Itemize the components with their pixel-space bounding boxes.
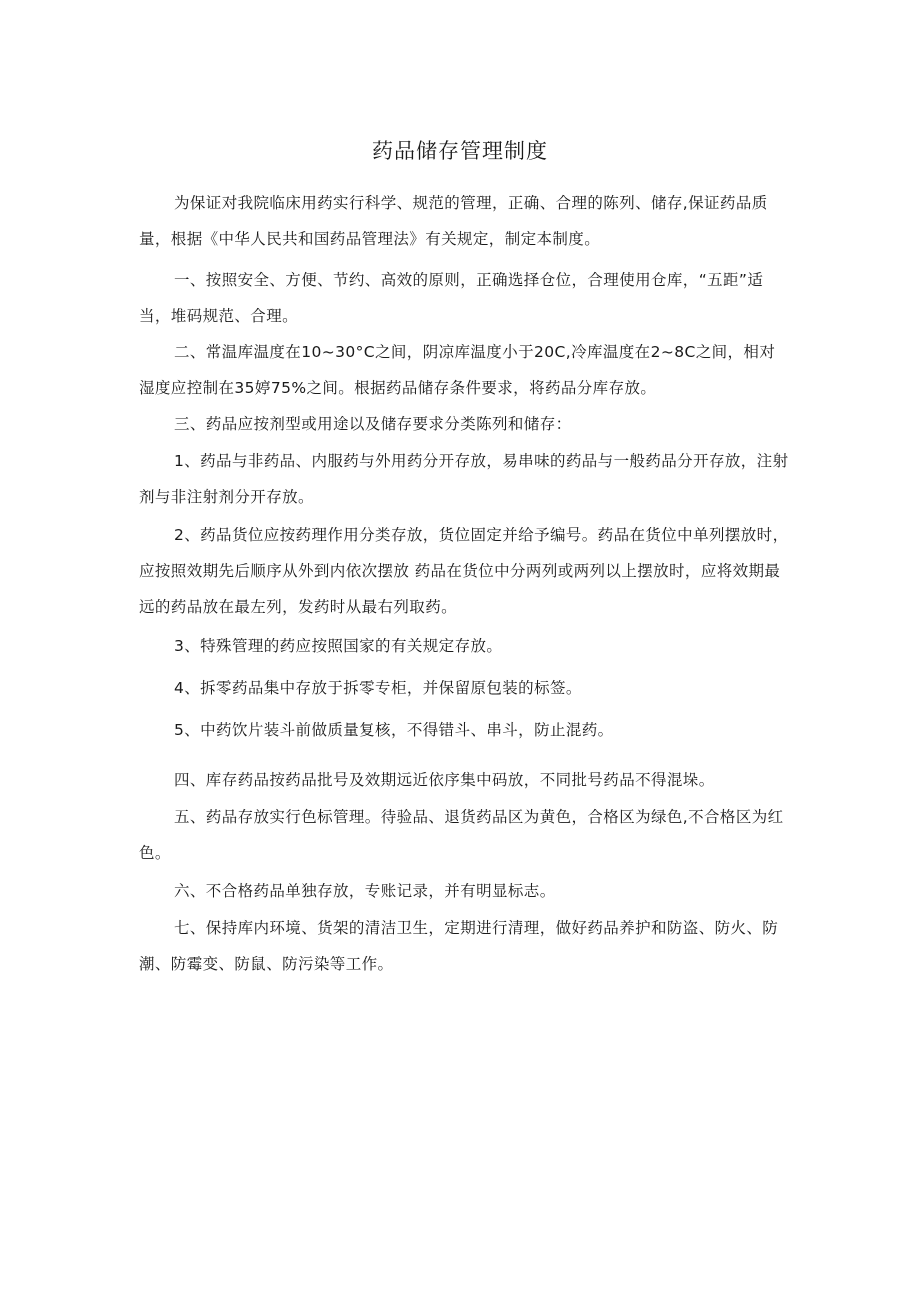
intro-paragraph: 为保证对我院临床用药实行科学、规范的管理，正确、合理的陈列、储存,保证药品质量，根据《中华人民共和国药品管理法》有关规定，制定本制度。 [139, 194, 768, 248]
sub-item-5-paragraph: 5、中药饮片装斗前做质量复核，不得错斗、串斗，防止混药。 [174, 721, 614, 739]
sub-item-1-paragraph: 1、药品与非药品、内服药与外用药分开存放，易串味的药品与一般药品分开存放，注射剂与非注射剂分开存放。 [139, 452, 789, 506]
rule-one-paragraph: 一、按照安全、方便、节约、高效的原则，正确选择仓位，合理使用仓库，“五距”适当，堆码规范、合理。 [139, 271, 764, 325]
rule-six-paragraph: 六、不合格药品单独存放，专账记录，并有明显标志。 [174, 882, 556, 900]
sub-item-3-paragraph: 3、特殊管理的药应按照国家的有关规定存放。 [174, 637, 503, 655]
rule-four-paragraph: 四、库存药品按药品批号及效期远近依序集中码放，不同批号药品不得混垛。 [174, 771, 715, 789]
rule-three-paragraph: 三、药品应按剂型或用途以及储存要求分类陈列和储存： [174, 415, 572, 433]
document-title: 药品储存管理制度 [372, 139, 548, 163]
sub-item-2-paragraph: 2、药品货位应按药理作用分类存放，货位固定并给予编号。药品在货位中单列摆放时，应按照效期先后顺序从外到内依次摆放 药品在货位中分两列或两列以上摆放时，应将效期最远的药品放在最左列，发药时从最右列取药。 [139, 526, 789, 616]
rule-five-paragraph: 五、药品存放实行色标管理。待验品、退货药品区为黄色，合格区为绿色,不合格区为红色。 [139, 808, 784, 862]
sub-item-4-paragraph: 4、拆零药品集中存放于拆零专柜，并保留原包装的标签。 [174, 679, 582, 697]
rule-seven-paragraph: 七、保持库内环境、货架的清洁卫生，定期进行清理，做好药品养护和防盗、防火、防潮、防霉变、防鼠、防污染等工作。 [139, 919, 779, 973]
rule-two-paragraph: 二、常温库温度在10~30°C之间，阴凉库温度小于20C,冷库温度在2~8C之间，相对湿度应控制在35婷75%之间。根据药品储存条件要求，将药品分库存放。 [139, 343, 776, 397]
